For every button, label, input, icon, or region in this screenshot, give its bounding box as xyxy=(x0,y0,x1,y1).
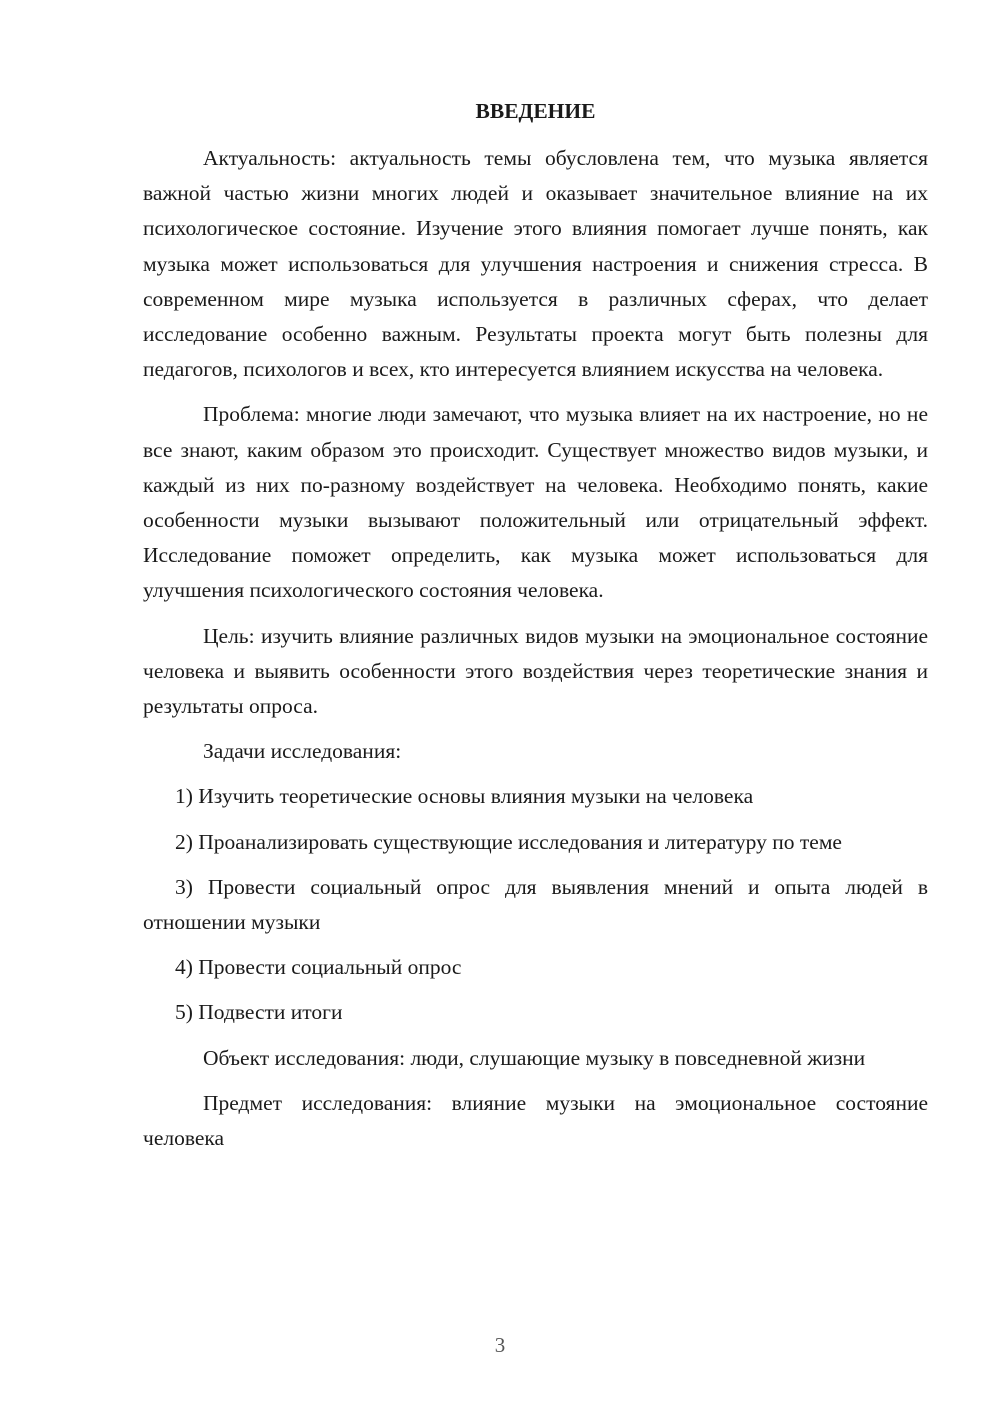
paragraph-subject: Предмет исследования: влияние музыки на эмоциональное состояние человека xyxy=(143,1090,928,1151)
task-item-3: 3) Провести социальный опрос для выявления мнений и опыта людей в отношении музыки xyxy=(143,874,928,935)
task-item-4: 4) Провести социальный опрос xyxy=(175,955,462,980)
task-item-2: 2) Проанализировать существующие исследования и литературу по теме xyxy=(175,829,842,854)
page-number: 3 xyxy=(494,1333,506,1357)
paragraph-object: Объект исследования: люди, слушающие музыку в повседневной жизни xyxy=(203,1045,866,1070)
page-title: ВВЕДЕНИЕ xyxy=(475,99,596,123)
document-page xyxy=(143,94,928,1166)
task-item-5: 5) Подвести итоги xyxy=(175,1000,343,1025)
paragraph-goal: Цель: изучить влияние различных видов музыки на эмоциональное состояние человека и выявить особенности этого воздействия через теоретические знания и результаты опроса. xyxy=(143,623,928,719)
paragraph-relevance: Актуальность: актуальность темы обусловлена тем, что музыка является важной частью жизни многих людей и оказывает значительное влияние на их психологическое состояние. Изучение этого влияния помогает лучше понять, как музыка может использоваться для улучшения настроения и снижения стресса. В современном мире музыка используется в различных сферах, что делает исследование особенно важным. Результаты проекта могут быть полезны для педагогов, психологов и всех, кто интересуется влиянием искусства на человека. xyxy=(143,146,928,382)
task-item-1: 1) Изучить теоретические основы влияния музыки на человека xyxy=(175,784,754,809)
tasks-title: Задачи исследования: xyxy=(203,739,402,764)
paragraph-problem: Проблема: многие люди замечают, что музыка влияет на их настроение, но не все знают, каким образом это происходит. Существует множество видов музыки, и каждый из них по-разному воздействует на человека. Необходимо понять, какие особенности музыки вызывают положительный или отрицательный эффект. Исследование поможет определить, как музыка может использоваться для улучшения психологического состояния человека. xyxy=(143,402,928,603)
